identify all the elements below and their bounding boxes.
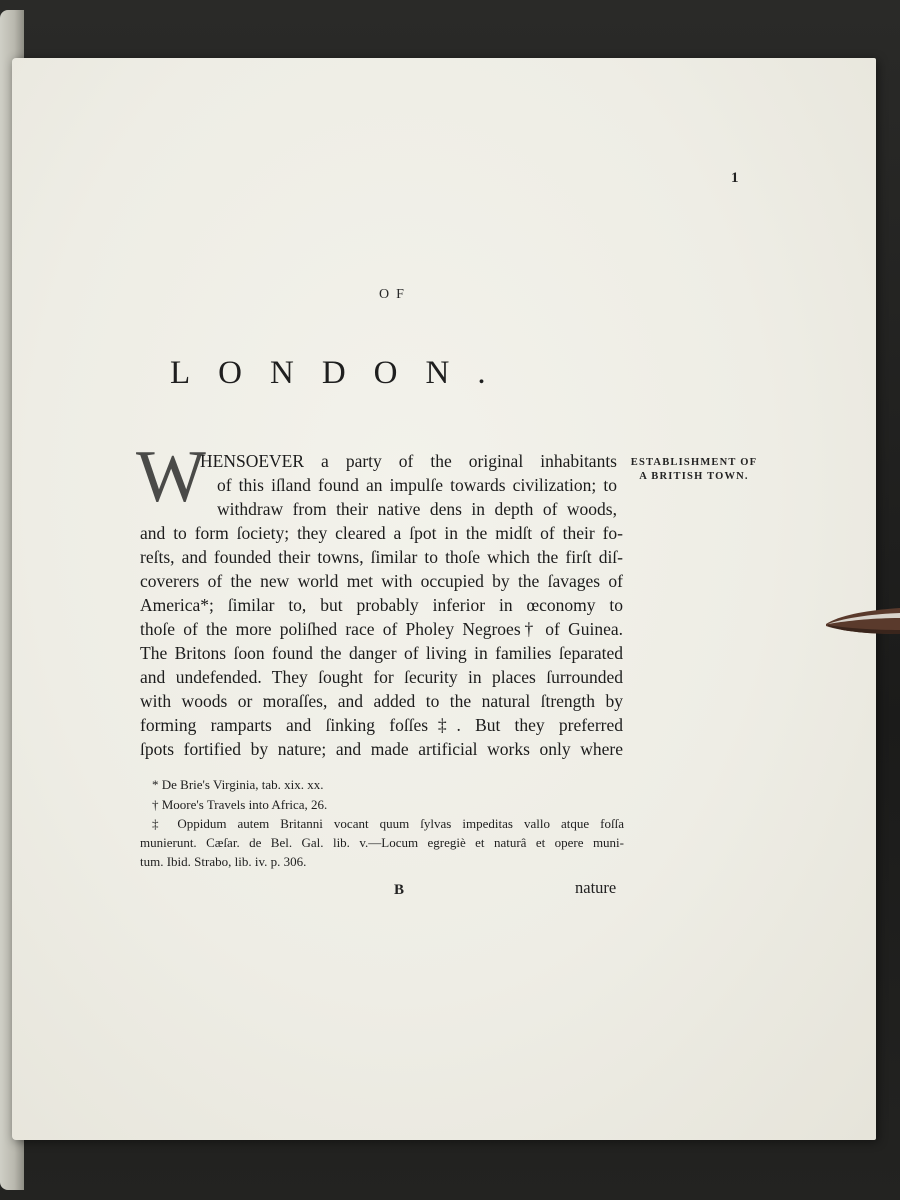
- body-line: reſts, and founded their towns, ſimilar to thoſe which the firſt diſ-: [140, 547, 623, 567]
- body-line: with woods or moraſſes, and added to the natural ſtrength by: [140, 691, 623, 711]
- body-line: ſpots fortified by nature; and made artificial works only where: [140, 739, 623, 759]
- body-line: thoſe of the more poliſhed race of Pholey Negroes† of Guinea.: [140, 619, 623, 639]
- footnote: ‡ Oppidum autem Britanni vocant quum ſylvas impeditas vallo atque foſſa: [152, 816, 624, 831]
- bookmark-pen-icon: [822, 604, 900, 640]
- body-line: America*; ſimilar to, but probably inferior in œconomy to: [140, 595, 623, 615]
- footnote: tum. Ibid. Strabo, lib. iv. p. 306.: [140, 854, 307, 869]
- footnote: † Moore's Travels into Africa, 26.: [152, 797, 328, 812]
- body-line: and undefended. They ſought for ſecurity in places ſurrounded: [140, 667, 623, 687]
- footnote: * De Brie's Virginia, tab. xix. xx.: [152, 777, 324, 792]
- body-line: and to form ſociety; they cleared a ſpot in the midſt of their fo-: [140, 523, 623, 543]
- body-line: withdraw from their native dens in depth of woods,: [217, 499, 617, 519]
- heading-london: LONDON.: [170, 355, 514, 391]
- body-line: forming ramparts and ſinking foſſes‡. But they preferred: [140, 715, 623, 735]
- footnote: munierunt. Cæſar. de Bel. Gal. lib. v.—Locum egregiè et naturâ et opere muni-: [140, 835, 624, 850]
- body-line: The Britons ſoon found the danger of living in families ſeparated: [140, 643, 623, 663]
- page-number: 1: [731, 170, 739, 186]
- signature-mark: B: [394, 882, 405, 898]
- heading-of: OF: [379, 287, 411, 302]
- body-line: HENSOEVER a party of the original inhabitants: [200, 451, 617, 471]
- drop-cap-initial: W: [136, 436, 206, 518]
- body-line: coverers of the new world met with occupied by the ſavages of: [140, 571, 623, 591]
- catchword: nature: [575, 878, 617, 897]
- margin-note: ESTABLISHMENT OF A BRITISH TOWN.: [630, 457, 758, 482]
- body-line: of this iſland found an impulſe towards civilization; to: [217, 475, 617, 495]
